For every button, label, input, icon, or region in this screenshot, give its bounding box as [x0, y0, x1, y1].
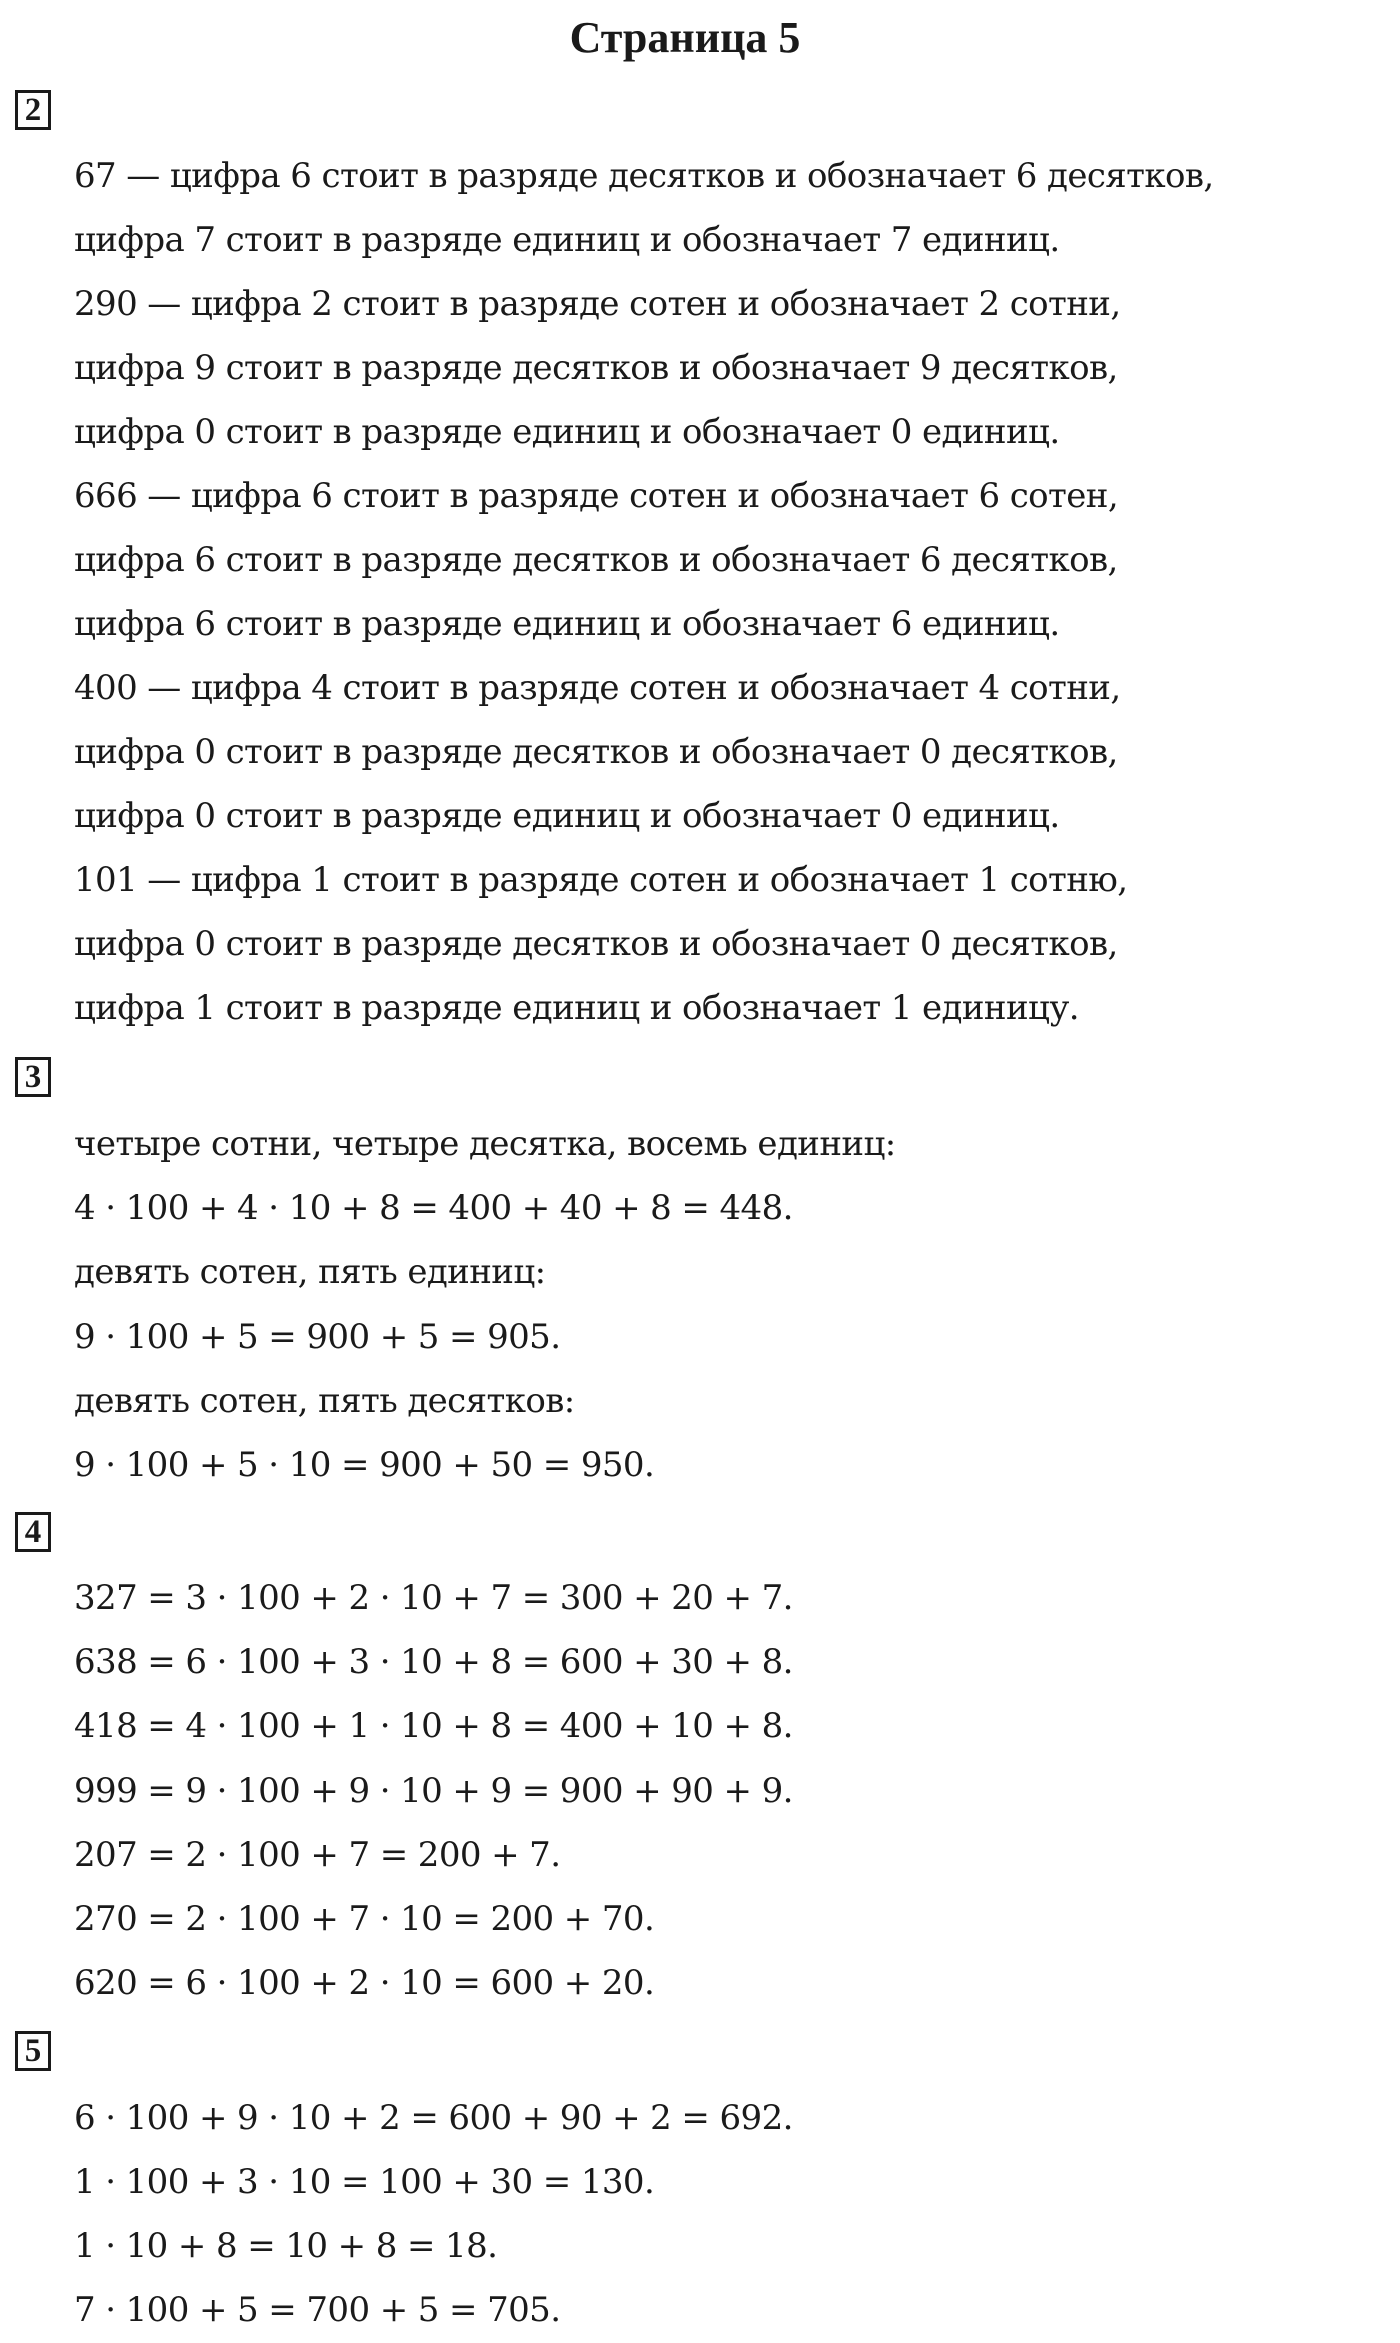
- text-line: 9 · 100 + 5 · 10 = 900 + 50 = 950.: [74, 1445, 655, 1485]
- text-line: 327 = 3 · 100 + 2 · 10 + 7 = 300 + 20 + 7.: [74, 1578, 793, 1618]
- task-number-5: 5: [15, 2031, 51, 2071]
- text-line: 1 · 10 + 8 = 10 + 8 = 18.: [74, 2226, 498, 2266]
- text-line: цифра 0 стоит в разряде единиц и обозначает 0 единиц.: [74, 412, 1060, 452]
- task-number-4: 4: [15, 1512, 51, 1552]
- text-line: 7 · 100 + 5 = 700 + 5 = 705.: [74, 2290, 561, 2330]
- text-line: 9 · 100 + 5 = 900 + 5 = 905.: [74, 1317, 561, 1357]
- text-line: цифра 0 стоит в разряде десятков и обозначает 0 десятков,: [74, 924, 1118, 964]
- text-line: 418 = 4 · 100 + 1 · 10 + 8 = 400 + 10 + 8.: [74, 1706, 793, 1746]
- task-number-3: 3: [15, 1057, 51, 1097]
- text-line: девять сотен, пять десятков:: [74, 1381, 575, 1421]
- text-line: 666 — цифра 6 стоит в разряде сотен и обозначает 6 сотен,: [74, 476, 1119, 516]
- text-line: 999 = 9 · 100 + 9 · 10 + 9 = 900 + 90 + 9.: [74, 1771, 793, 1811]
- task-number-2: 2: [15, 90, 51, 130]
- text-line: 101 — цифра 1 стоит в разряде сотен и обозначает 1 сотню,: [74, 860, 1128, 900]
- page-title: Страница 5: [569, 13, 801, 62]
- text-line: 270 = 2 · 100 + 7 · 10 = 200 + 70.: [74, 1899, 655, 1939]
- text-line: 67 — цифра 6 стоит в разряде десятков и обозначает 6 десятков,: [74, 156, 1214, 196]
- text-line: 400 — цифра 4 стоит в разряде сотен и обозначает 4 сотни,: [74, 668, 1121, 708]
- text-line: 638 = 6 · 100 + 3 · 10 + 8 = 600 + 30 + 8.: [74, 1642, 793, 1682]
- text-line: цифра 6 стоит в разряде единиц и обозначает 6 единиц.: [74, 604, 1060, 644]
- text-line: 6 · 100 + 9 · 10 + 2 = 600 + 90 + 2 = 692.: [74, 2098, 793, 2138]
- text-line: цифра 9 стоит в разряде десятков и обозначает 9 десятков,: [74, 348, 1118, 388]
- text-line: девять сотен, пять единиц:: [74, 1252, 546, 1292]
- text-line: цифра 7 стоит в разряде единиц и обозначает 7 единиц.: [74, 220, 1060, 260]
- text-line: 620 = 6 · 100 + 2 · 10 = 600 + 20.: [74, 1963, 655, 2003]
- text-line: 4 · 100 + 4 · 10 + 8 = 400 + 40 + 8 = 448.: [74, 1188, 793, 1228]
- text-line: цифра 1 стоит в разряде единиц и обозначает 1 единицу.: [74, 988, 1079, 1028]
- text-line: цифра 0 стоит в разряде единиц и обозначает 0 единиц.: [74, 796, 1060, 836]
- text-line: цифра 0 стоит в разряде десятков и обозначает 0 десятков,: [74, 732, 1118, 772]
- text-line: 290 — цифра 2 стоит в разряде сотен и обозначает 2 сотни,: [74, 284, 1121, 324]
- text-line: 207 = 2 · 100 + 7 = 200 + 7.: [74, 1835, 561, 1875]
- text-line: 1 · 100 + 3 · 10 = 100 + 30 = 130.: [74, 2162, 655, 2202]
- text-line: четыре сотни, четыре десятка, восемь единиц:: [74, 1124, 896, 1164]
- text-line: цифра 6 стоит в разряде десятков и обозначает 6 десятков,: [74, 540, 1118, 580]
